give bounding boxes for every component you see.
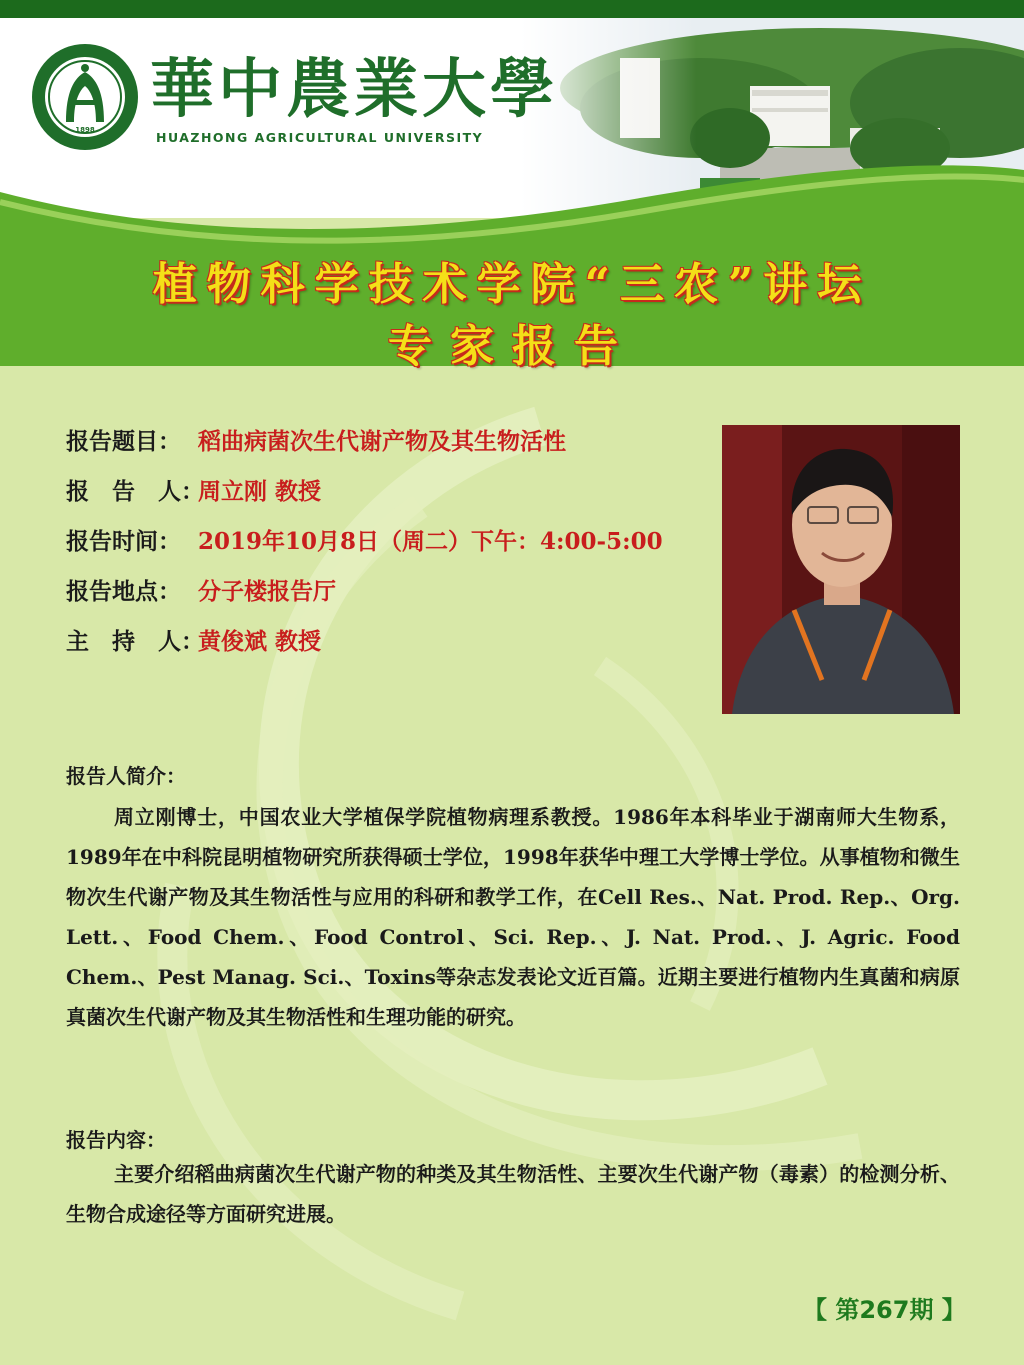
university-name-cn: 華中農業大學 — [150, 52, 558, 127]
content-text: 主要介绍稻曲病菌次生代谢产物的种类及其生物活性、主要次生代谢产物（毒素）的检测分析、生物合成途径等方面研究进展。 — [66, 1162, 960, 1226]
info-row-topic — [66, 422, 663, 472]
info-value: 分子楼报告厅 — [198, 578, 336, 605]
bio-title: 报告人简介： — [66, 764, 186, 788]
report-title: 专家报告 — [388, 321, 636, 372]
info-row-host — [66, 622, 663, 672]
content-title: 报告内容： — [66, 1128, 166, 1152]
info-row-speaker — [66, 472, 663, 522]
report-info-list — [66, 422, 663, 672]
top-bar — [0, 0, 1024, 18]
info-value: 周立刚 教授 — [198, 478, 322, 505]
info-row-location — [66, 572, 663, 622]
info-label: 报 告 人： — [66, 478, 204, 505]
info-label: 报告地点： — [66, 578, 181, 605]
forum-title: 植物科学技术学院“三农”讲坛 — [152, 259, 872, 310]
info-value: 2019年10月8日（周二）下午：4:00-5:00 — [198, 528, 663, 555]
speaker-photo — [722, 425, 960, 714]
issue-number: 【 第267期 】 — [803, 1296, 966, 1324]
info-label: 报告题目： — [66, 428, 181, 455]
info-label: 报告时间： — [66, 528, 181, 555]
info-value: 黄俊斌 教授 — [198, 628, 322, 655]
info-value: 稻曲病菌次生代谢产物及其生物活性 — [198, 428, 566, 455]
bio-text: 周立刚博士，中国农业大学植保学院植物病理系教授。1986年本科毕业于湖南师大生物系，1989年在中科院昆明植物研究所获得硕士学位，1998年获华中理工大学博士学位。从事植物和微生物次生代谢产物及其生物活性与应用的科研和教学工作，在Cell Res.、Nat. Prod. Rep.、Org. Lett.、Food Chem.、Food Control、Sci. Rep.、J. Nat. Prod.、J. Agric. Food Chem.、Pest Manag. Sci.、Toxins等杂志发表论文近百篇。近期主要进行植物内生真菌和病原真菌次生代谢产物及其生物活性和生理功能的研究。 — [66, 805, 960, 1029]
svg-text:1898: 1898 — [75, 126, 95, 134]
university-seal-logo — [30, 42, 140, 152]
university-name-en: HUAZHONG AGRICULTURAL UNIVERSITY — [156, 130, 484, 145]
info-label: 主 持 人： — [66, 628, 204, 655]
info-row-time — [66, 522, 663, 572]
